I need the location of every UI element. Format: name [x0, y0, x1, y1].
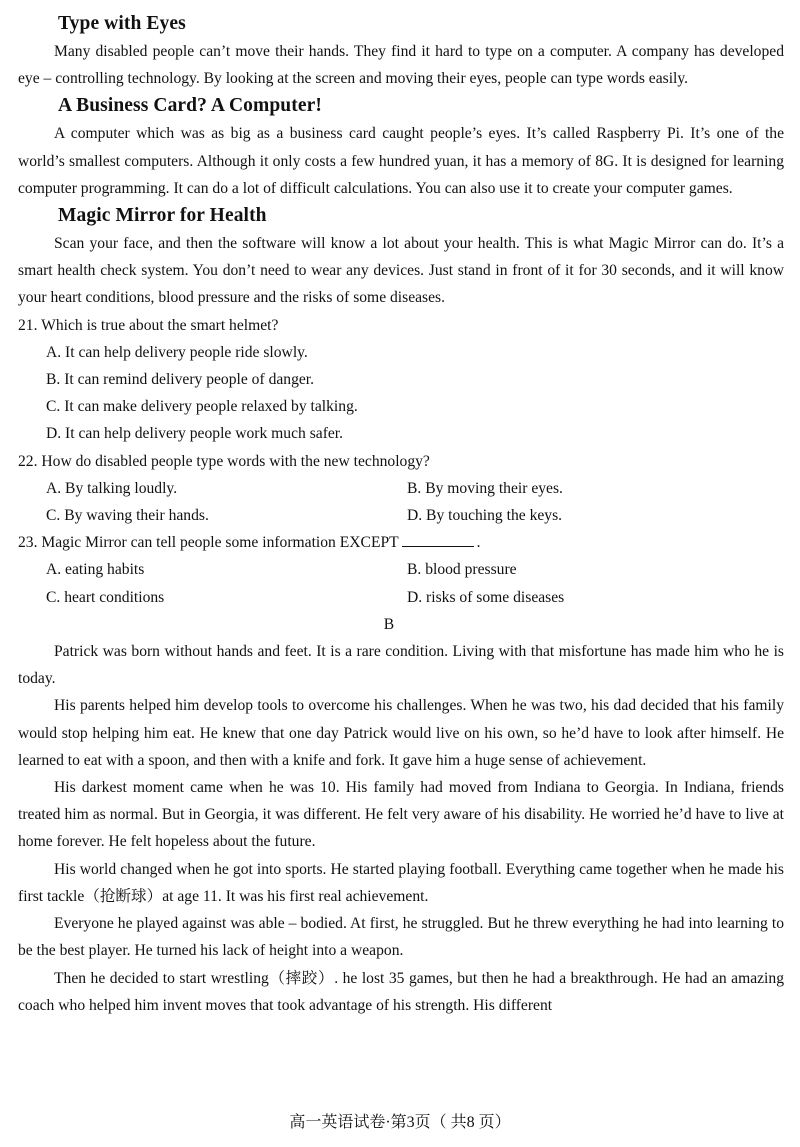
question-23 — [18, 529, 784, 611]
answer-blank — [402, 532, 474, 547]
passage-paragraph: Patrick was born without hands and feet. It is a rare condition. Living with that misfortune has made him who he is today. — [18, 643, 784, 688]
options-row — [18, 475, 784, 502]
passage-paragraph: Then he decided to start wrestling（摔跤）. he lost 35 games, but then he had a breakthrough. He had an amazing coach who helped him invent moves that took advantage of his strength. His different — [18, 969, 784, 1014]
passage-paragraph: His darkest moment came when he was 10. His family had moved from Indiana to Georgia. In Indiana, friends treated him as normal. But in Georgia, it was different. He felt very aware of his disability. He worried he’d have to live at home forever. He felt hopeless about the future. — [18, 779, 784, 851]
question-stem: 22. How do disabled people type words with the new technology? — [18, 452, 430, 470]
question-21 — [18, 312, 784, 448]
option-c: C. By waving their hands. — [46, 507, 209, 525]
option-a: A. eating habits — [46, 561, 145, 579]
options-row — [18, 584, 784, 611]
question-stem: 21. Which is true about the smart helmet? — [18, 316, 279, 334]
exam-page — [18, 10, 784, 1019]
section-paragraph-type-with-eyes: Many disabled people can’t move their hands. They find it hard to type on a computer. A company has developed eye – controlling technology. By looking at the screen and moving their eyes, people can type words easily. — [18, 43, 784, 88]
option-b: B. It can remind delivery people of danger. — [46, 371, 315, 389]
option-b: B. By moving their eyes. — [407, 479, 563, 497]
section-paragraph-business-card: A computer which was as big as a business card caught people’s eyes. It’s called Raspberry Pi. It’s one of the world’s smallest computers. Although it only costs a few hundred yuan, it has a memory of 8G. It is designed for learning computer programming. It can do a lot of difficult calculations. You can also use it to create your computer games. — [18, 125, 784, 197]
question-stem-end: . — [476, 534, 481, 552]
option-c: C. heart conditions — [46, 588, 165, 606]
question-stem: 23. Magic Mirror can tell people some information EXCEPT — [18, 534, 399, 552]
options-row — [18, 502, 784, 529]
options-row — [18, 556, 784, 583]
section-title-type-with-eyes: Type with Eyes — [58, 13, 186, 34]
option-b: B. blood pressure — [407, 561, 517, 579]
passage-paragraph: His world changed when he got into sports. He started playing football. Everything came together when he made his first tackle（抢断球）at age 11. It was his first real achievement. — [18, 860, 784, 905]
passage-paragraph: Everyone he played against was able – bodied. At first, he struggled. But he threw everything he had into learning to be the best player. He turned his lack of height into a weapon. — [18, 915, 784, 960]
section-paragraph-magic-mirror: Scan your face, and then the software will know a lot about your health. This is what Magic Mirror can do. It’s a smart health check system. You don’t need to wear any devices. Just stand in front of it for 30 seconds, and it will know your heart conditions, blood pressure and the risks of some diseases. — [18, 235, 784, 307]
section-label-b: B — [383, 615, 395, 633]
page-footer: 高一英语试卷·第3页（ 共8 页） — [289, 1114, 511, 1131]
section-title-business-card: A Business Card? A Computer! — [58, 95, 322, 117]
section-title-magic-mirror: Magic Mirror for Health — [58, 205, 267, 227]
option-a: A. By talking loudly. — [46, 479, 178, 497]
passage-paragraph: His parents helped him develop tools to overcome his challenges. When he was two, his dad decided that his family would stop helping him eat. He knew that one day Patrick would live on his own, so he’d have to look after himself. He learned to eat with a spoon, and then with a knife and fork. It gave him a huge sense of achievement. — [18, 697, 784, 769]
option-c: C. It can make delivery people relaxed by talking. — [46, 398, 358, 416]
option-d: D. By touching the keys. — [407, 507, 563, 525]
option-d: D. risks of some diseases — [407, 588, 565, 606]
option-d: D. It can help delivery people work much safer. — [46, 425, 344, 443]
question-stem-line — [18, 529, 784, 556]
question-22 — [18, 448, 784, 530]
option-a: A. It can help delivery people ride slowly. — [46, 343, 308, 361]
